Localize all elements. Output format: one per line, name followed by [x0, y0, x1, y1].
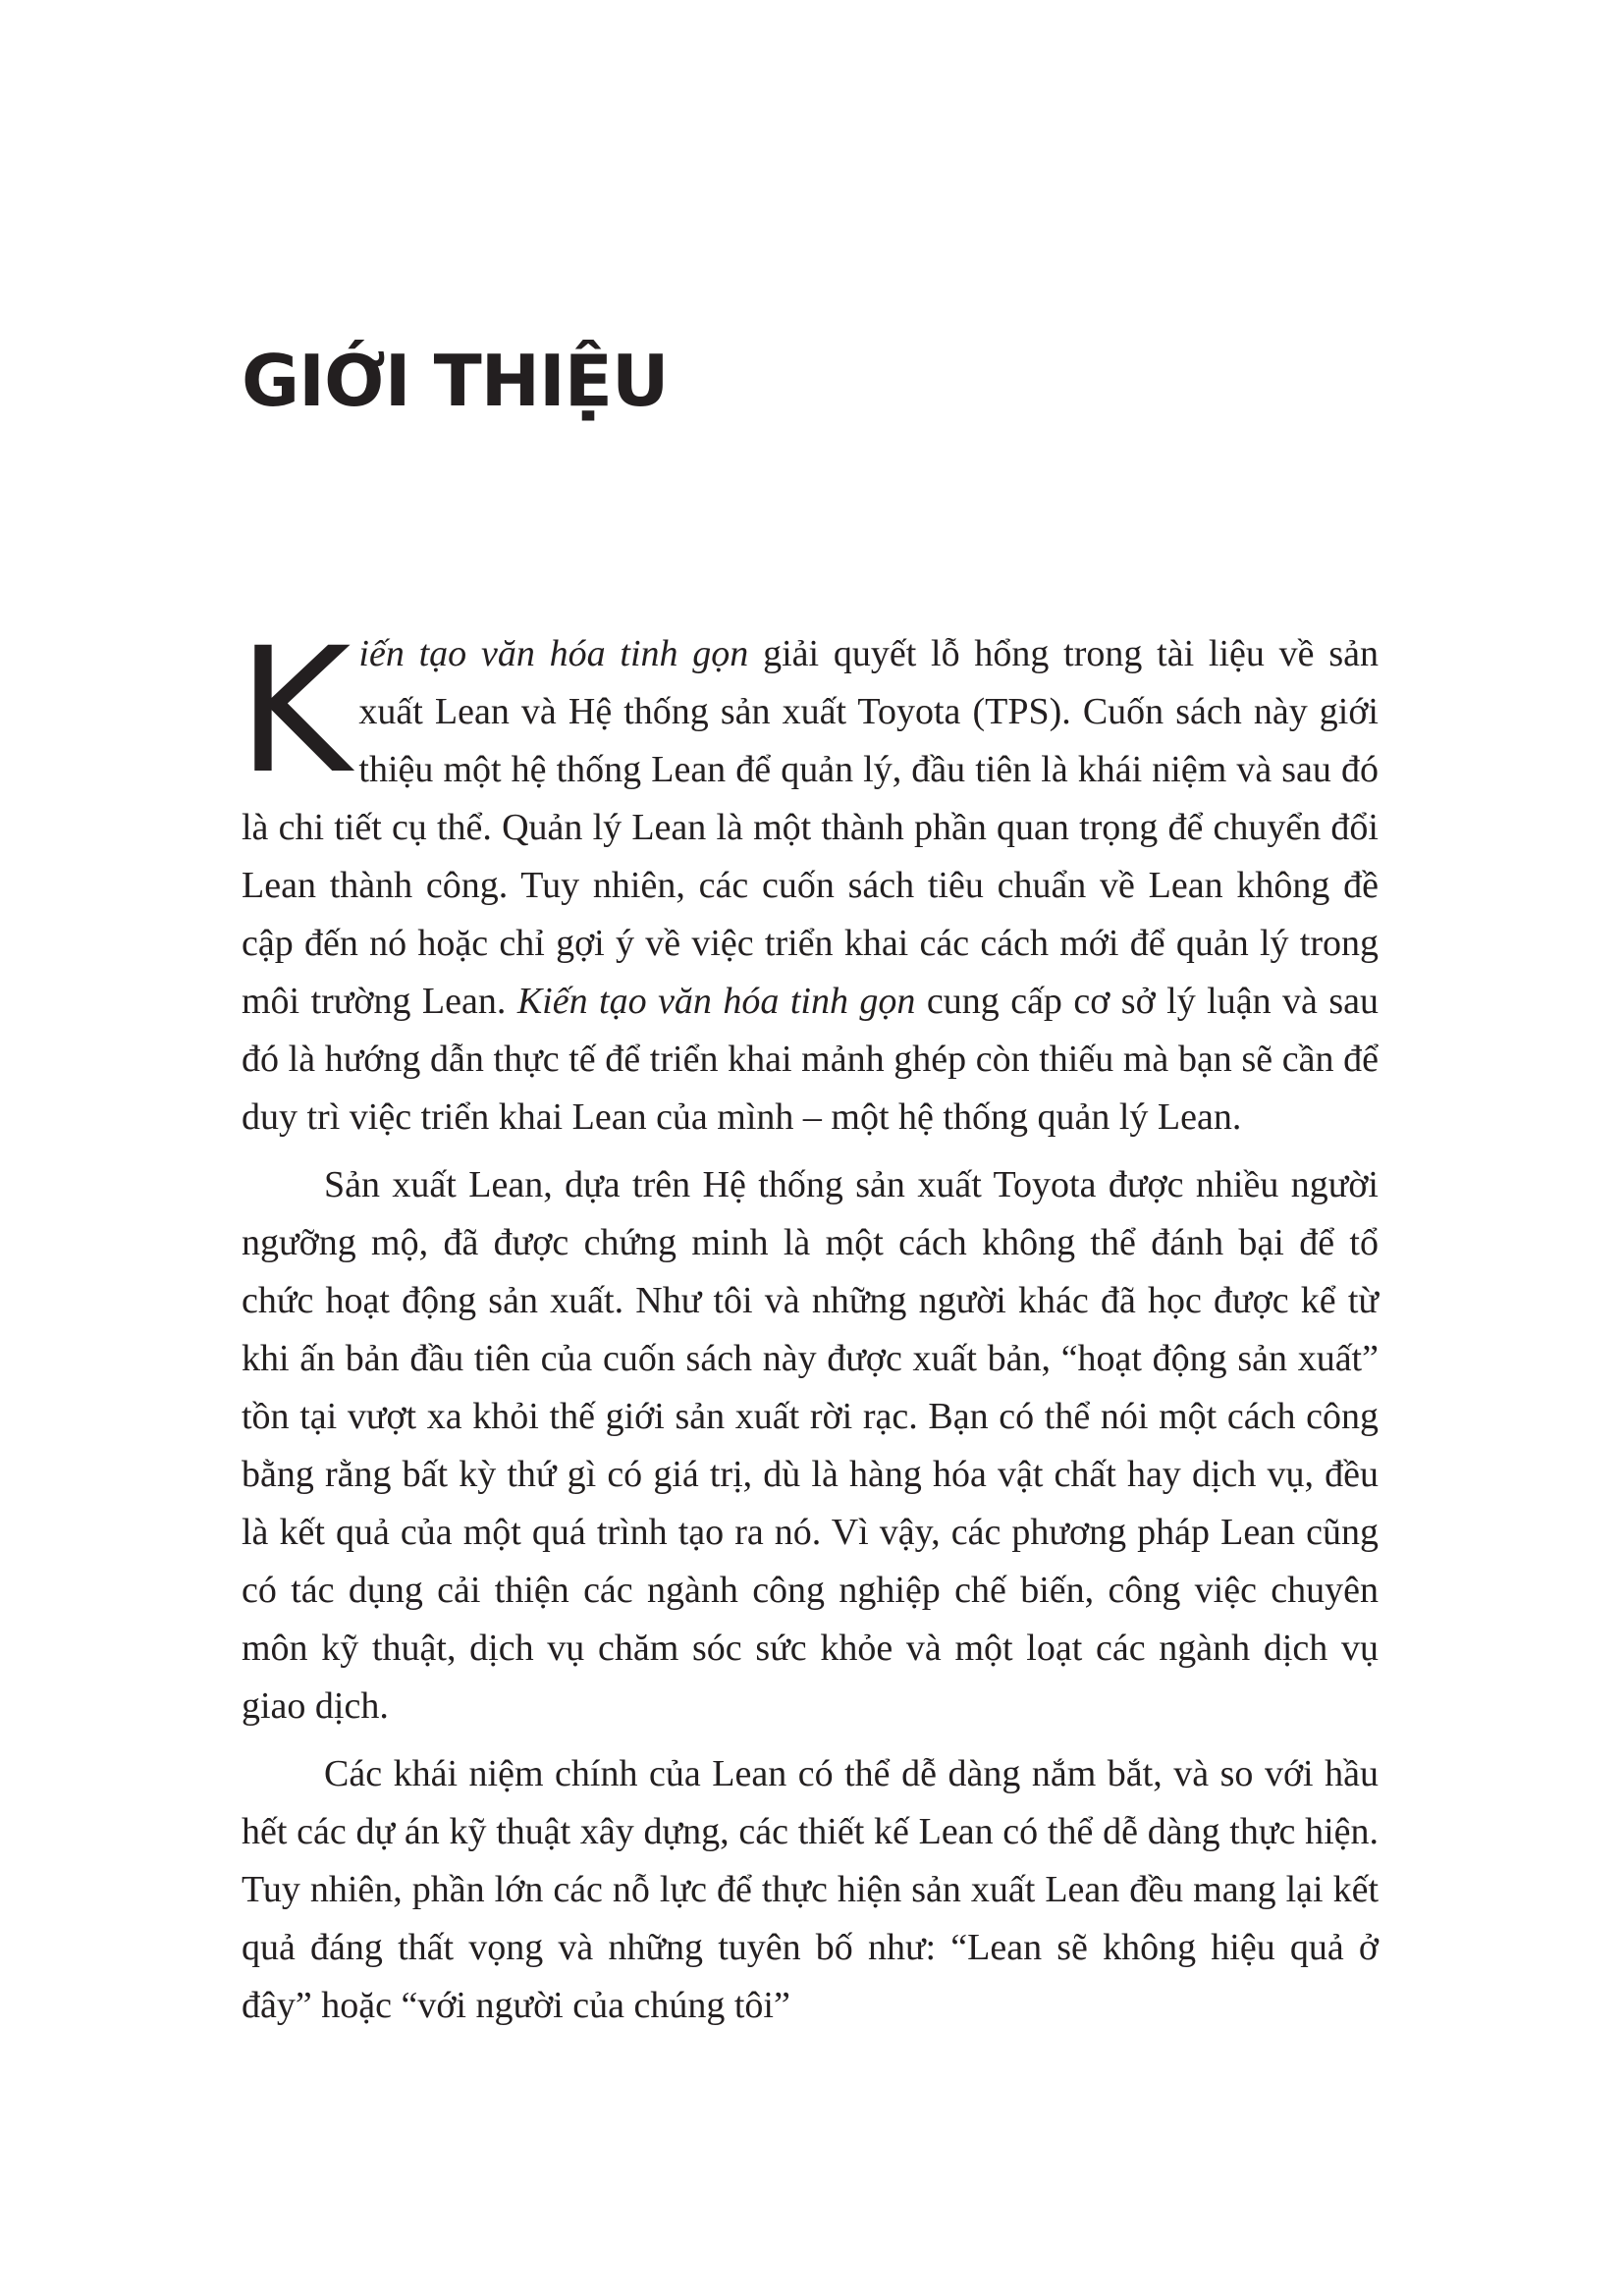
- page-title: GIỚI THIỆU: [242, 340, 669, 422]
- book-title-italic: iến tạo văn hóa tinh gọn: [358, 633, 749, 674]
- drop-cap: K: [238, 611, 352, 812]
- paragraph-1-text-a: giải quyết lỗ hổng trong tài liệu về sản xuất Lean và Hệ thống sản xuất Toyota (TPS). Cuốn sách này giới thiệu một hệ thống Lean để quản lý, đầu tiên là khái niệm và sau đó là chi tiết cụ thể. Quản lý Lean là một thành phần quan trọng để chuyển đổi Lean thành công. Tuy nhiên, các cuốn sách tiêu chuẩn về Lean không đề cập đến nó hoặc chỉ gợi ý về việc triển khai các cách mới để quản lý trong môi trường Lean.: [242, 633, 1379, 1022]
- book-title-italic-mid: Kiến tạo văn hóa tinh gọn: [516, 981, 916, 1022]
- paragraph-2: Sản xuất Lean, dựa trên Hệ thống sản xuất Toyota được nhiều người ngưỡng mộ, đã được chứng minh là một cách không thể đánh bại để tổ chức hoạt động sản xuất. Như tôi và những người khác đã học được kể từ khi ấn bản đầu tiên của cuốn sách này được xuất bản, “hoạt động sản xuất” tồn tại vượt xa khỏi thế giới sản xuất rời rạc. Bạn có thể nói một cách công bằng rằng bất kỳ thứ gì có giá trị, dù là hàng hóa vật chất hay dịch vụ, đều là kết quả của một quá trình tạo ra nó. Vì vậy, các phương pháp Lean cũng có tác dụng cải thiện các ngành công nghiệp chế biến, công việc chuyên môn kỹ thuật, dịch vụ chăm sóc sức khỏe và một loạt các ngành dịch vụ giao dịch.: [242, 1164, 1379, 1727]
- paragraph-1: [238, 611, 1379, 1147]
- paragraph-1-text-b: cung cấp cơ sở lý luận và sau đó là hướng dẫn thực tế để triển khai mảnh ghép còn thiếu mà bạn sẽ cần để duy trì việc triển khai Lean của mình – một hệ thống quản lý Lean.: [242, 981, 1379, 1138]
- paragraph-3: Các khái niệm chính của Lean có thể dễ dàng nắm bắt, và so với hầu hết các dự án kỹ thuật xây dựng, các thiết kế Lean có thể dễ dàng thực hiện. Tuy nhiên, phần lớn các nỗ lực để thực hiện sản xuất Lean đều mang lại kết quả đáng thất vọng và những tuyên bố như: “Lean sẽ không hiệu quả ở đây” hoặc “với người của chúng tôi”: [242, 1753, 1379, 2026]
- body-text: [238, 611, 1379, 2045]
